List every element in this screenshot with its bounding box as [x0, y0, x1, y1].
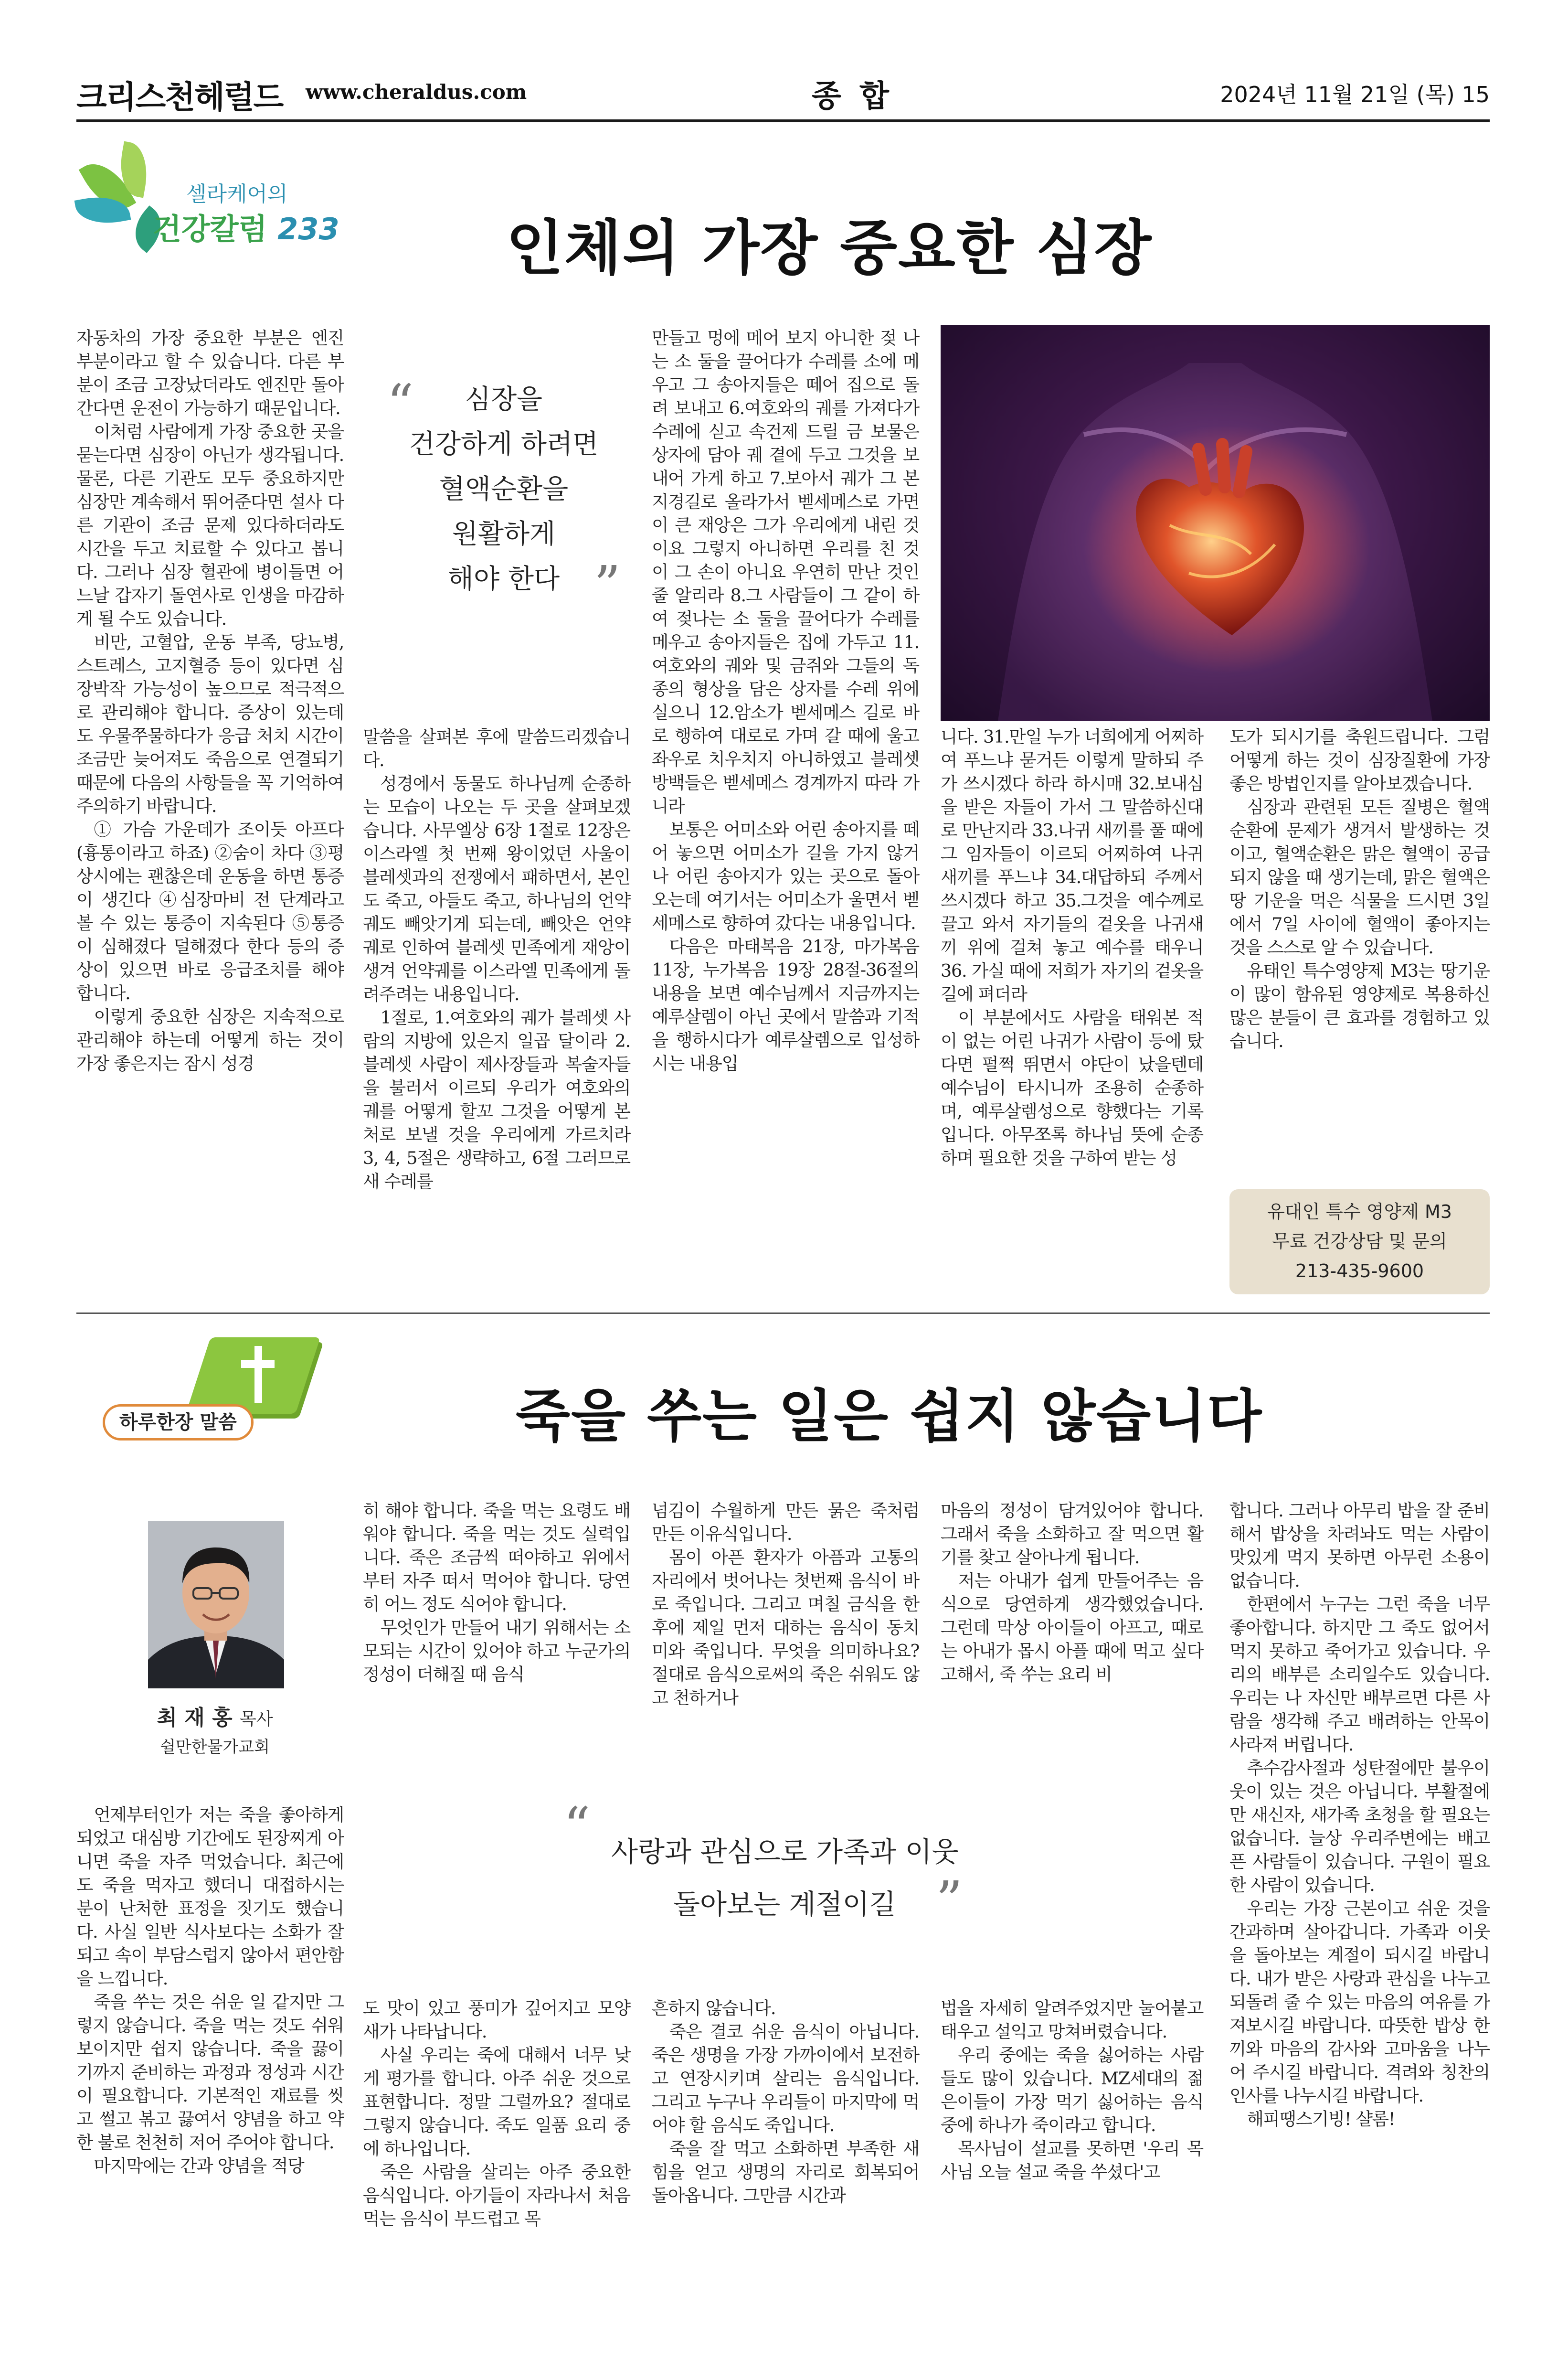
paragraph: 도가 되시기를 축원드립니다. 그럼 어떻게 하는 것이 심장질환에 가장 좋은 방법인지를 알아보겠습니다.: [1229, 726, 1490, 794]
paragraph: 우리는 가장 근본이고 쉬운 것을 간과하며 살아갑니다. 가족과 이웃을 돌아보는 계절이 되시길 바랍니다. 내가 받은 사랑과 관심을 나누고 되돌려 줄 수 있는 마음의 여유를 가져보시길 바랍니다. 따뜻한 밥상 한끼와 마음의 감사와 고마움을 나누어 주시길 바랍니다. 격려와 칭찬의 인사를 나누시길 바랍니다.: [1229, 1898, 1490, 2106]
devotional-pull-quote: [563, 1786, 1050, 1930]
badge-label: 하루한장 말씀: [103, 1404, 254, 1440]
close-quote-icon: ”: [936, 1870, 963, 1931]
health-column-4: [941, 725, 1203, 1170]
open-quote-icon: “: [563, 1796, 591, 1857]
heart-anatomy-image: [941, 325, 1490, 721]
paragraph: 1절로, 1.여호와의 궤가 블레셋 사람의 지방에 있은지 일곱 달이라 2.블레셋 사람이 제사장들과 복술자들을 불러서 이르되 우리가 여호와의 궤를 어떻게 할꼬 그것을 어떻게 본처로 보낼 것을 우리에게 가르치라 3, 4, 5절은 생략하고, 6절 그러므로 새 수레를: [363, 1007, 630, 1192]
paragraph: 무엇인가 만들어 내기 위해서는 소모되는 시간이 있어야 하고 누군가의 정성이 더해질 때 음식: [363, 1617, 630, 1685]
health-column-badge: [76, 139, 344, 248]
paragraph: 비만, 고혈압, 운동 부족, 당뇨병, 스트레스, 고지혈증 등이 있다면 심장박작 가능성이 높으므로 적극적으로 관리해야 합니다. 증상이 있는데도 우물쭈물하다가 응급 처치 시간이 조금만 늦어져도 죽음으로 연결되기 때문에 다음의 사항들을 꼭 기억하여 주의하기 바랍니다.: [76, 632, 344, 816]
contact-line: 유대인 특수 영양제 M3: [1267, 1201, 1452, 1222]
heart-illustration: [941, 325, 1490, 721]
paragraph: 죽을 쑤는 것은 쉬운 일 같지만 그렇지 않습니다. 죽을 먹는 것도 쉬워 보이지만 쉽지 않습니다. 죽을 끓이기까지 준비하는 과정과 정성과 시간이 필요합니다. 기본적인 재료를 씻고 썰고 볶고 끓여서 양념을 하고 약한 불로 천천히 저어 주어야 합니다.: [76, 1992, 344, 2153]
paragraph: 목사님이 설교를 못하면 '우리 목사님 오늘 설교 죽을 쑤셨다'고: [941, 2138, 1203, 2182]
author-name-text: 최 재 홍: [157, 1706, 233, 1730]
health-pull-quote: [377, 373, 630, 616]
masthead-rule: [76, 119, 1490, 122]
health-column-1: [76, 326, 344, 1075]
cross-icon: [241, 1346, 275, 1403]
health-column-5: [1229, 725, 1490, 1053]
paragraph: 말씀을 살펴본 후에 말씀드리겠습니다.: [363, 726, 630, 770]
paragraph: 히 해야 합니다. 죽을 먹는 요령도 배워야 합니다. 죽을 먹는 것도 실력입니다. 죽은 조금씩 떠야하고 위에서부터 자주 떠서 먹어야 합니다. 당연히 어느 정도 식어야 합니다.: [363, 1500, 630, 1614]
paragraph: 만들고 멍에 메어 보지 아니한 젖 나는 소 둘을 끌어다가 수레를 소에 메우고 그 송아지들은 떼어 집으로 돌려 보내고 6.여호와의 궤를 가져다가 수레에 싣고 속건제 드릴 금 보물은 상자에 담아 궤 곁에 두고 그것을 보내어 가게 하고 7.보아서 궤가 그 본 지경길로 올라가서 벧세메스로 가면 이 큰 재앙은 그가 우리에게 내린 것이요 그렇지 아니하면 우리를 친 것이 그 손이 아니요 우연히 만난 것인 줄 알리라 8.그 사람들이 그 같이 하여 젖나는 소 둘을 끌어다가 수레를 메우고 송아지들은 집에 가두고 11.여호와의 궤와 및 금쥐와 그들의 독종의 형상을 담은 상자를 수레 위에 실으니 12.암소가 벧세메스 길로 바로 행하여 대로로 가며 갈 때에 울고 좌우로 치우치지 아니하였고 블레셋 방백들은 벧세메스 경계까지 따라 가니라: [652, 328, 919, 816]
paragraph: 니다. 31.만일 누가 너희에게 어찌하여 푸느냐 묻거든 이렇게 말하되 주가 쓰시겠다 하라 하시매 32.보내심을 받은 자들이 가서 그 말씀하신대로 만난지라 33.나귀 새끼를 풀 때에 그 임자들이 이르되 어찌하여 나귀새끼를 푸느냐 34.대답하되 주께서 쓰시겠다 하고 35.그것을 예수께로 끌고 와서 자기들의 겉옷을 나귀새끼 위에 걸쳐 놓고 예수를 태우니 36. 가실 때에 저희가 자기의 겉옷을 길에 펴더라: [941, 726, 1203, 1004]
paragraph: 죽은 사람을 살리는 아주 중요한 음식입니다. 아기들이 자라나서 처음 먹는 음식이 부드럽고 목: [363, 2162, 630, 2229]
paragraph: 우리 중에는 죽을 싫어하는 사람들도 많이 있습니다. MZ세대의 젊은이들이 가장 먹기 싫어하는 음식 중에 하나가 죽이라고 합니다.: [941, 2045, 1203, 2135]
devotional-column-5: [1229, 1499, 1490, 2131]
badge-subtitle: 셀라케어의: [186, 182, 288, 206]
paragraph: 이 부분에서도 사람을 태워본 적이 없는 어린 나귀가 사람이 등에 탔다면 펄쩍 뛰면서 야단이 났을텐데 예수님이 타시니까 조용히 순종하며, 예루살렘성으로 향했다는 기록입니다. 아무쪼록 하나님 뜻에 순종하며 필요한 것을 구하여 받는 성: [941, 1007, 1203, 1168]
paragraph: 유태인 특수영양제 M3는 땅기운이 많이 함유된 영양제로 복용하신 많은 분들이 큰 효과를 경험하고 있습니다.: [1229, 960, 1490, 1051]
devotional-headline: 죽을 쑤는 일은 쉽지 않습니다: [516, 1383, 1263, 1449]
paragraph: 합니다. 그러나 아무리 밥을 잘 준비해서 밥상을 차려놔도 먹는 사람이 맛있게 먹지 못하면 아무런 소용이 없습니다.: [1229, 1500, 1490, 1591]
pull-quote-line: 원활하게: [452, 519, 556, 550]
author-title: 목사: [239, 1709, 273, 1729]
pull-quote-line: 돌아보는 계절이길: [673, 1888, 896, 1921]
paragraph: 이렇게 중요한 심장은 지속적으로 관리해야 하는데 어떻게 하는 것이 가장 좋은지는 잠시 성경: [76, 1006, 344, 1074]
devotional-column-2-bottom: [363, 1996, 630, 2230]
paragraph: 도 맛이 있고 풍미가 깊어지고 모양새가 나타납니다.: [363, 1998, 630, 2042]
author-church: 쉴만한물가교회: [160, 1738, 270, 1757]
paragraph: 심장과 관련된 모든 질병은 혈액순환에 문제가 생겨서 발생하는 것이고, 혈액순환은 맑은 혈액이 공급되지 않을 때 생기는데, 맑은 혈액은 땅 기운을 먹은 식물을 드시면 3일에서 7일 사이에 혈액이 좋아지는 것을 스스로 알 수 있습니다.: [1229, 797, 1490, 958]
devotional-column-3-bottom: [652, 1996, 919, 2207]
paragraph: 성경에서 동물도 하나님께 순종하는 모습이 나오는 두 곳을 살펴보겠습니다. 사무엘상 6장 1절로 12장은 이스라엘 첫 번째 왕이었던 사울이 블레셋과의 전쟁에서 패하면서, 본인도 죽고, 아들도 죽고, 하나님의 언약궤도 빼앗기게 되는데, 빼앗은 언약궤로 인하여 블레셋 민족에게 재앙이 생겨 언약궤를 이스라엘 민족에게 돌려주려는 내용입니다.: [363, 773, 630, 1004]
open-quote-icon: “: [387, 373, 414, 434]
badge-title: [153, 205, 339, 248]
paragraph: 언제부터인가 저는 죽을 좋아하게 되었고 대심방 기간에도 된장찌게 아니면 죽을 자주 먹었습니다. 최근에도 죽을 먹자고 했더니 대접하시는 분이 난처한 표정을 짓기도 했습니다. 사실 일반 식사보다는 소화가 잘되고 속이 부담스럽지 않아서 편안함을 느낍니다.: [76, 1804, 344, 1989]
contact-line: 무료 건강상담 및 문의: [1272, 1231, 1447, 1252]
newspaper-logo: 크리스천헤럴드: [76, 79, 283, 116]
paragraph: 저는 아내가 쉽게 만들어주는 음식으로 당연하게 생각했었습니다. 그런데 막상 아이들이 아프고, 때로는 아내가 몹시 아플 때에 먹고 싶다고해서, 죽 쑤는 요리 비: [941, 1570, 1203, 1685]
paragraph: 흔하지 않습니다.: [652, 1998, 776, 2018]
contact-box: [1229, 1189, 1490, 1294]
paragraph: 넘김이 수월하게 만든 묽은 죽처럼 만든 이유식입니다.: [652, 1500, 919, 1544]
paragraph: 해피땡스기빙! 샬롬!: [1247, 2109, 1395, 2129]
badge-title-text: 건강칼럼: [153, 212, 267, 246]
devotional-column-4-bottom: [941, 1996, 1203, 2184]
contact-phone[interactable]: 213-435-9600: [1295, 1260, 1424, 1281]
paragraph: 이처럼 사람에게 가장 중요한 곳을 묻는다면 심장이 아닌가 생각됩니다. 물론, 다른 기관도 모두 중요하지만 심장만 계속해서 뛰어준다면 설사 다른 기관이 조금 문제 있다하더라도 시간을 두고 치료할 수 있다고 봅니다. 그러나 심장 혈관에 병이들면 어느날 갑자기 돌연사로 인생을 마감하게 될 수도 있습니다.: [76, 421, 344, 629]
devotional-column-3-top: [652, 1499, 919, 1709]
pull-quote-line: 해야 한다: [447, 564, 560, 595]
paragraph: 자동차의 가장 중요한 부분은 엔진 부분이라고 할 수 있습니다. 다른 부분이 조금 고장났더라도 엔진만 돌아간다면 운전이 가능하기 때문입니다.: [76, 328, 344, 418]
paragraph: 법을 자세히 알려주었지만 눌어붙고 태우고 설익고 망쳐버렸습니다.: [941, 1998, 1203, 2042]
issue-date: 2024년 11월 21일 (목) 15: [1220, 82, 1490, 107]
close-quote-icon: ”: [593, 555, 621, 616]
paragraph: 추수감사절과 성탄절에만 불우이웃이 있는 것은 아닙니다. 부활절에만 새신자, 새가족 초청을 할 필요는 없습니다. 늘상 우리주변에는 배고픈 사람들이 있습니다. 구원이 필요한 사람이 있습니다.: [1229, 1758, 1490, 1895]
site-url[interactable]: www.cheraldus.com: [306, 80, 527, 104]
paragraph: 마음의 정성이 담겨있어야 합니다. 그래서 죽을 소화하고 잘 먹으면 활기를 찾고 살아나게 됩니다.: [941, 1500, 1203, 1568]
author-photo: [148, 1521, 284, 1688]
health-column-2: [363, 725, 630, 1193]
paragraph: ① 가슴 가운데가 조이듯 아프다(흉통이라고 하죠) ②숨이 차다 ③평상시에는 괜찮은데 운동을 하면 통증이 생긴다 ④심장마비 전 단계라고 볼 수 있는 통증이 지속된다 ⑤통증이 심해졌다 덜해졌다 한다 등의 증상이 있으면 바로 응급조치를 해야 합니다.: [76, 819, 344, 1003]
devotional-column-4-top: [941, 1499, 1203, 1686]
masthead: [76, 72, 1490, 124]
paragraph: 마지막에는 간과 양념을 적당: [94, 2155, 304, 2176]
health-headline: 인체의 가장 중요한 심장: [506, 214, 1153, 283]
author-name: [110, 1700, 320, 1731]
devotional-column-2-top: [363, 1499, 630, 1686]
pull-quote-line: 사랑과 관심으로 가족과 이웃: [611, 1835, 959, 1868]
paragraph: 죽은 결코 쉬운 음식이 아닙니다. 죽은 생명을 가장 가까이에서 보전하고 연장시키며 살리는 음식입니다. 그리고 누구나 우리들이 마지막에 먹어야 할 음식도 죽입니다.: [652, 2021, 919, 2135]
health-column-3: [652, 326, 919, 1075]
pull-quote-line: 혈액순환을: [439, 474, 569, 505]
section-divider: [76, 1312, 1490, 1314]
paragraph: 몸이 아픈 환자가 아픔과 고통의 자리에서 벗어나는 첫번째 음식이 바로 죽입니다. 그리고 며칠 금식을 한 후에 제일 먼저 대하는 음식이 동치미와 죽입니다. 무엇을 의미하나요? 절대로 음식으로써의 죽은 쉬워도 않고 천하거나: [652, 1547, 919, 1708]
pull-quote-line: 심장을: [465, 384, 543, 415]
paragraph: 한편에서 누구는 그런 죽을 너무 좋아합니다. 하지만 그 죽도 없어서 먹지 못하고 죽어가고 있습니다. 우리의 배부른 소리일수도 있습니다. 우리는 나 자신만 배부르면 다른 사람을 생각해 주고 배려하는 안목이 사라져 버립니다.: [1229, 1594, 1490, 1755]
avatar: [148, 1521, 284, 1688]
paragraph: 죽을 잘 먹고 소화하면 부족한 새 힘을 얻고 생명의 자리로 회복되어 돌아옵니다. 그만큼 시간과: [652, 2138, 919, 2206]
section-title: 종 합: [812, 79, 893, 114]
devotional-column-1: [76, 1803, 344, 2177]
paragraph: 보통은 어미소와 어린 송아지를 떼어 놓으면 어미소가 길을 가지 않거나 어린 송아지가 있는 곳으로 돌아오는데 여기서는 어미소가 울면서 벧세메스로 향하여 갔다는 내용입니다.: [652, 819, 919, 933]
badge-number: 233: [277, 212, 339, 246]
devotional-badge: [103, 1333, 313, 1457]
paragraph: 다음은 마태복음 21장, 마가복음 11장, 누가복음 19장 28절-36절의 내용을 보면 예수님께서 지금까지는 예루살렘이 아닌 곳에서 말씀과 기적을 행하시다가 예루살렘으로 입성하시는 내용입: [652, 936, 919, 1074]
pull-quote-line: 건강하게 하려면: [409, 429, 599, 460]
paragraph: 사실 우리는 죽에 대해서 너무 낮게 평가를 합니다. 아주 쉬운 것으로 표현합니다. 정말 그럴까요? 절대로 그렇지 않습니다. 죽도 일품 요리 중에 하나입니다.: [363, 2045, 630, 2159]
